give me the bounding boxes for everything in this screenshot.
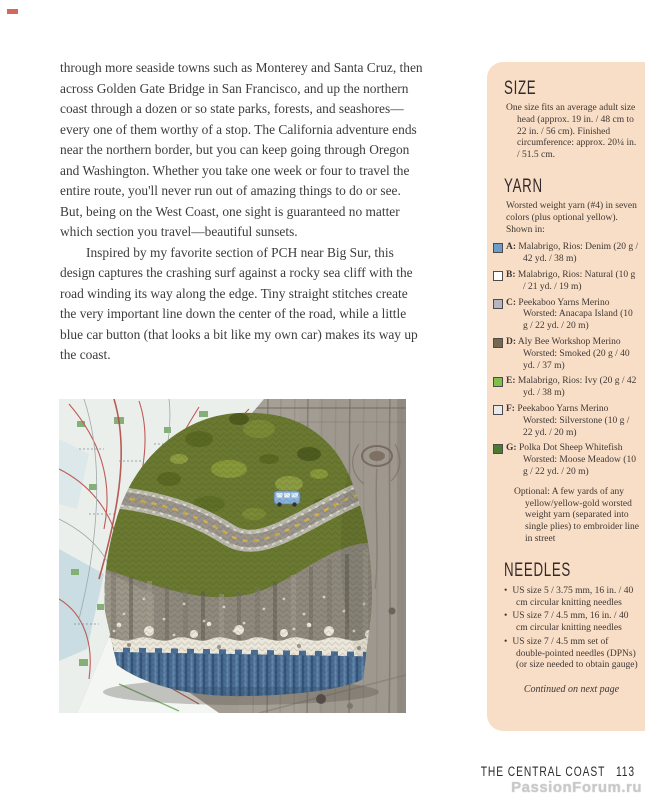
yarn-swatch [493,243,503,253]
yarn-swatch [493,444,503,454]
yarn-desc: Malabrigo, Rios: Denim (20 g / 42 yd. / 38 m) [518,242,639,265]
article-paragraph: through more seaside towns such as Monterey and Santa Cruz, then across Golden Gate Bridge in San Francisco, and up the northern coast through a dozen or so state parks, forests, and seashores—every one of them worthy of a stop. The California adventure ends near the northern border, but you can keep going through Oregon and Washington. Whether you take one week or four to travel the entire route, you'll never run out of amazing things to do or see. But, being on the West Coast, one sight is guaranteed no matter which section you travel—beautiful sunsets. [60,60,423,239]
yarn-swatch [493,299,503,309]
hat-photo [59,399,406,713]
yarn-desc: Aly Bee Workshop Merino Worsted: Smoked (20 g / 40 yd. / 37 m) [517,336,630,371]
yarn-heading: YARN [504,175,543,197]
yarn-desc: Polka Dot Sheep Whitefish Worsted: Moose Meadow (10 g / 22 yd. / 20 m) [518,443,636,477]
yarn-color-item: D: Aly Bee Workshop Merino Worsted: Smoked (20 g / 40 yd. / 37 m) [493,337,639,372]
yarn-swatch [493,405,503,415]
yarn-swatch [493,271,503,281]
pebble [347,703,353,709]
needle-item: • US size 7 / 4.5 mm set of double-pointed needles (DPNs) (or size needed to obtain gauge) [504,637,639,672]
watermark: PassionForum.ru [511,779,642,796]
needles-heading: NEEDLES [504,559,571,581]
yarn-optional-note: Optional: A few yards of any yellow/yellow-gold worsted weight yarn (separated into single plies) to embroider line in street [514,486,639,544]
page-corner-mark [7,9,18,14]
size-text: One size fits an average adult size head (approx. 19 in. / 48 cm to 22 in. / 56 cm). Finished circumference: approx. 20¼ in. / 51.5 cm. [506,103,637,161]
yarn-color-item: E: Malabrigo, Rios: Ivy (20 g / 42 yd. / 38 m) [493,376,639,400]
yarn-desc: Peekaboo Yarns Merino Worsted: Silverstone (10 g / 22 yd. / 20 m) [517,403,630,438]
pebble [389,608,396,615]
page-footer [481,764,635,779]
yarn-color-item: B: Malabrigo, Rios: Natural (10 g / 21 yd. / 19 m) [493,270,639,294]
continued-note: Continued on next page [523,684,620,696]
footer-page-number: 113 [615,764,635,779]
needle-item: • US size 7 / 4.5 mm, 16 in. / 40 cm circular knitting needles [504,611,639,635]
size-heading: SIZE [504,78,537,99]
hat-photo-illustration [59,399,406,713]
yarn-swatch [493,338,503,348]
article-paragraph: Inspired by my favorite section of PCH near Big Sur, this design captures the crashing surf against a rocky sea cliff with the road winding its way along the edge. Tiny straight stitches create the very important line down the center of the road, while a little blue car button (that looks a bit like my own car) makes its way up the coast. [60,244,418,362]
needle-item: • US size 5 / 3.75 mm, 16 in. / 40 cm circular knitting needles [504,586,639,610]
yarn-swatch [493,377,503,387]
yarn-color-item: A: Malabrigo, Rios: Denim (20 g / 42 yd. / 38 m) [493,242,639,266]
yarn-color-item: C: Peekaboo Yarns Merino Worsted: Anacapa Island (10 g / 22 yd. / 20 m) [493,298,639,333]
yarn-color-list [493,242,639,478]
yarn-desc: Malabrigo, Rios: Ivy (20 g / 42 yd. / 38 m) [517,376,637,399]
yarn-desc: Malabrigo, Rios: Natural (10 g / 21 yd. / 19 m) [517,269,636,292]
yarn-color-item: F: Peekaboo Yarns Merino Worsted: Silverstone (10 g / 22 yd. / 20 m) [493,404,639,439]
yarn-intro: Worsted weight yarn (#4) in seven colors (plus optional yellow). Shown in: [506,200,637,235]
pattern-info-panel [487,62,645,731]
needles-list [504,586,639,673]
article-text-column [60,58,426,366]
footer-section-title: THE CENTRAL COAST [480,764,606,779]
yarn-color-item: G: Polka Dot Sheep Whitefish Worsted: Moose Meadow (10 g / 22 yd. / 20 m) [493,443,639,478]
yarn-desc: Peekaboo Yarns Merino Worsted: Anacapa Island (10 g / 22 yd. / 20 m) [518,297,633,332]
